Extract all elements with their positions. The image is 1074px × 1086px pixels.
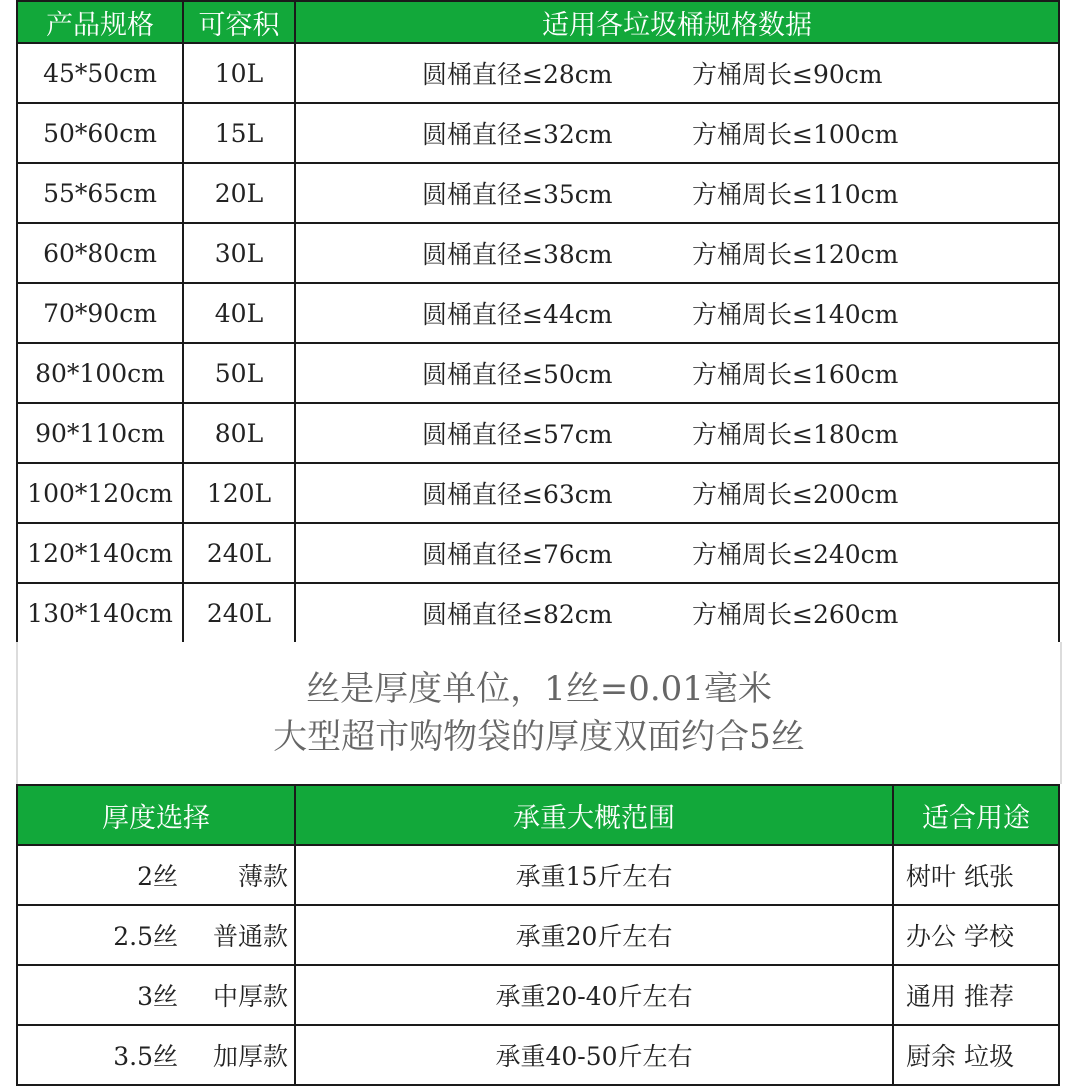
cell-volume: 15L [183,103,295,163]
thickness-table-body [17,845,1059,1085]
cell-usage: 通用 推荐 [893,965,1059,1025]
cell-size: 50*60cm [17,103,183,163]
note-line-2: 大型超市购物袋的厚度双面约合5丝 [273,717,805,757]
cell-thickness [17,1025,295,1085]
cell-bin-dimensions [295,163,1059,223]
round-bin-diameter: 圆桶直径≤82cm [422,600,613,629]
cell-volume: 10L [183,43,295,103]
round-bin-diameter: 圆桶直径≤28cm [422,60,613,89]
cell-bin-dimensions [295,403,1059,463]
thickness-note [16,642,1062,784]
table-row [17,163,1059,223]
note-line-1: 丝是厚度单位，1丝=0.01毫米 [306,669,772,709]
cell-thickness [17,905,295,965]
square-bin-perimeter: 方桶周长≤90cm [692,60,883,89]
table-row [17,583,1059,644]
cell-volume: 240L [183,583,295,644]
thickness-table-header [17,785,1059,845]
cell-bin-dimensions [295,103,1059,163]
table-row [17,1025,1059,1085]
table-row [17,43,1059,103]
cell-load: 承重20斤左右 [295,905,893,965]
round-bin-diameter: 圆桶直径≤57cm [422,420,613,449]
round-bin-diameter: 圆桶直径≤35cm [422,180,613,209]
square-bin-perimeter: 方桶周长≤140cm [692,300,899,329]
cell-usage: 树叶 纸张 [893,845,1059,905]
cell-size: 90*110cm [17,403,183,463]
cell-bin-dimensions [295,343,1059,403]
thickness-level: 薄款 [237,862,288,891]
header-product-size: 产品规格 [17,1,183,43]
table-row [17,283,1059,343]
thickness-value: 2.5丝 [113,922,178,951]
thickness-level: 中厚款 [212,982,288,1011]
square-bin-perimeter: 方桶周长≤200cm [692,480,899,509]
cell-volume: 50L [183,343,295,403]
cell-volume: 20L [183,163,295,223]
cell-size: 60*80cm [17,223,183,283]
header-thickness: 厚度选择 [17,785,295,845]
cell-volume: 80L [183,403,295,463]
table-row [17,463,1059,523]
cell-thickness [17,845,295,905]
round-bin-diameter: 圆桶直径≤38cm [422,240,613,269]
table-row [17,223,1059,283]
cell-size: 120*140cm [17,523,183,583]
cell-load: 承重15斤左右 [295,845,893,905]
cell-bin-dimensions [295,523,1059,583]
thickness-level: 普通款 [212,922,288,951]
table-row [17,403,1059,463]
cell-size: 100*120cm [17,463,183,523]
thickness-level: 加厚款 [212,1042,288,1071]
cell-load: 承重20-40斤左右 [295,965,893,1025]
cell-bin-dimensions [295,283,1059,343]
cell-size: 130*140cm [17,583,183,644]
round-bin-diameter: 圆桶直径≤63cm [422,480,613,509]
square-bin-perimeter: 方桶周长≤240cm [692,540,899,569]
round-bin-diameter: 圆桶直径≤32cm [422,120,613,149]
cell-usage: 厨余 垃圾 [893,1025,1059,1085]
thickness-value: 2丝 [137,862,178,891]
cell-bin-dimensions [295,223,1059,283]
header-volume: 可容积 [183,1,295,43]
page-frame [16,0,1058,1071]
round-bin-diameter: 圆桶直径≤50cm [422,360,613,389]
cell-size: 45*50cm [17,43,183,103]
cell-size: 70*90cm [17,283,183,343]
cell-usage: 办公 学校 [893,905,1059,965]
header-load-range: 承重大概范围 [295,785,893,845]
cell-size: 55*65cm [17,163,183,223]
cell-volume: 30L [183,223,295,283]
cell-bin-dimensions [295,43,1059,103]
table-row [17,103,1059,163]
cell-bin-dimensions [295,583,1059,644]
round-bin-diameter: 圆桶直径≤44cm [422,300,613,329]
thickness-table [16,784,1060,1086]
round-bin-diameter: 圆桶直径≤76cm [422,540,613,569]
square-bin-perimeter: 方桶周长≤260cm [692,600,899,629]
thickness-value: 3.5丝 [113,1042,178,1071]
square-bin-perimeter: 方桶周长≤100cm [692,120,899,149]
square-bin-perimeter: 方桶周长≤160cm [692,360,899,389]
square-bin-perimeter: 方桶周长≤120cm [692,240,899,269]
table-row [17,343,1059,403]
thickness-value: 3丝 [137,982,178,1011]
square-bin-perimeter: 方桶周长≤110cm [692,180,899,209]
cell-size: 80*100cm [17,343,183,403]
header-usage: 适合用途 [893,785,1059,845]
table-row [17,845,1059,905]
spec-table-header [17,1,1059,43]
table-row [17,905,1059,965]
spec-table-body [17,43,1059,644]
header-bin-dimensions: 适用各垃圾桶规格数据 [295,1,1059,43]
cell-thickness [17,965,295,1025]
cell-volume: 240L [183,523,295,583]
square-bin-perimeter: 方桶周长≤180cm [692,420,899,449]
spec-table [16,0,1060,645]
table-row [17,523,1059,583]
cell-bin-dimensions [295,463,1059,523]
cell-load: 承重40-50斤左右 [295,1025,893,1085]
cell-volume: 40L [183,283,295,343]
cell-volume: 120L [183,463,295,523]
table-row [17,965,1059,1025]
